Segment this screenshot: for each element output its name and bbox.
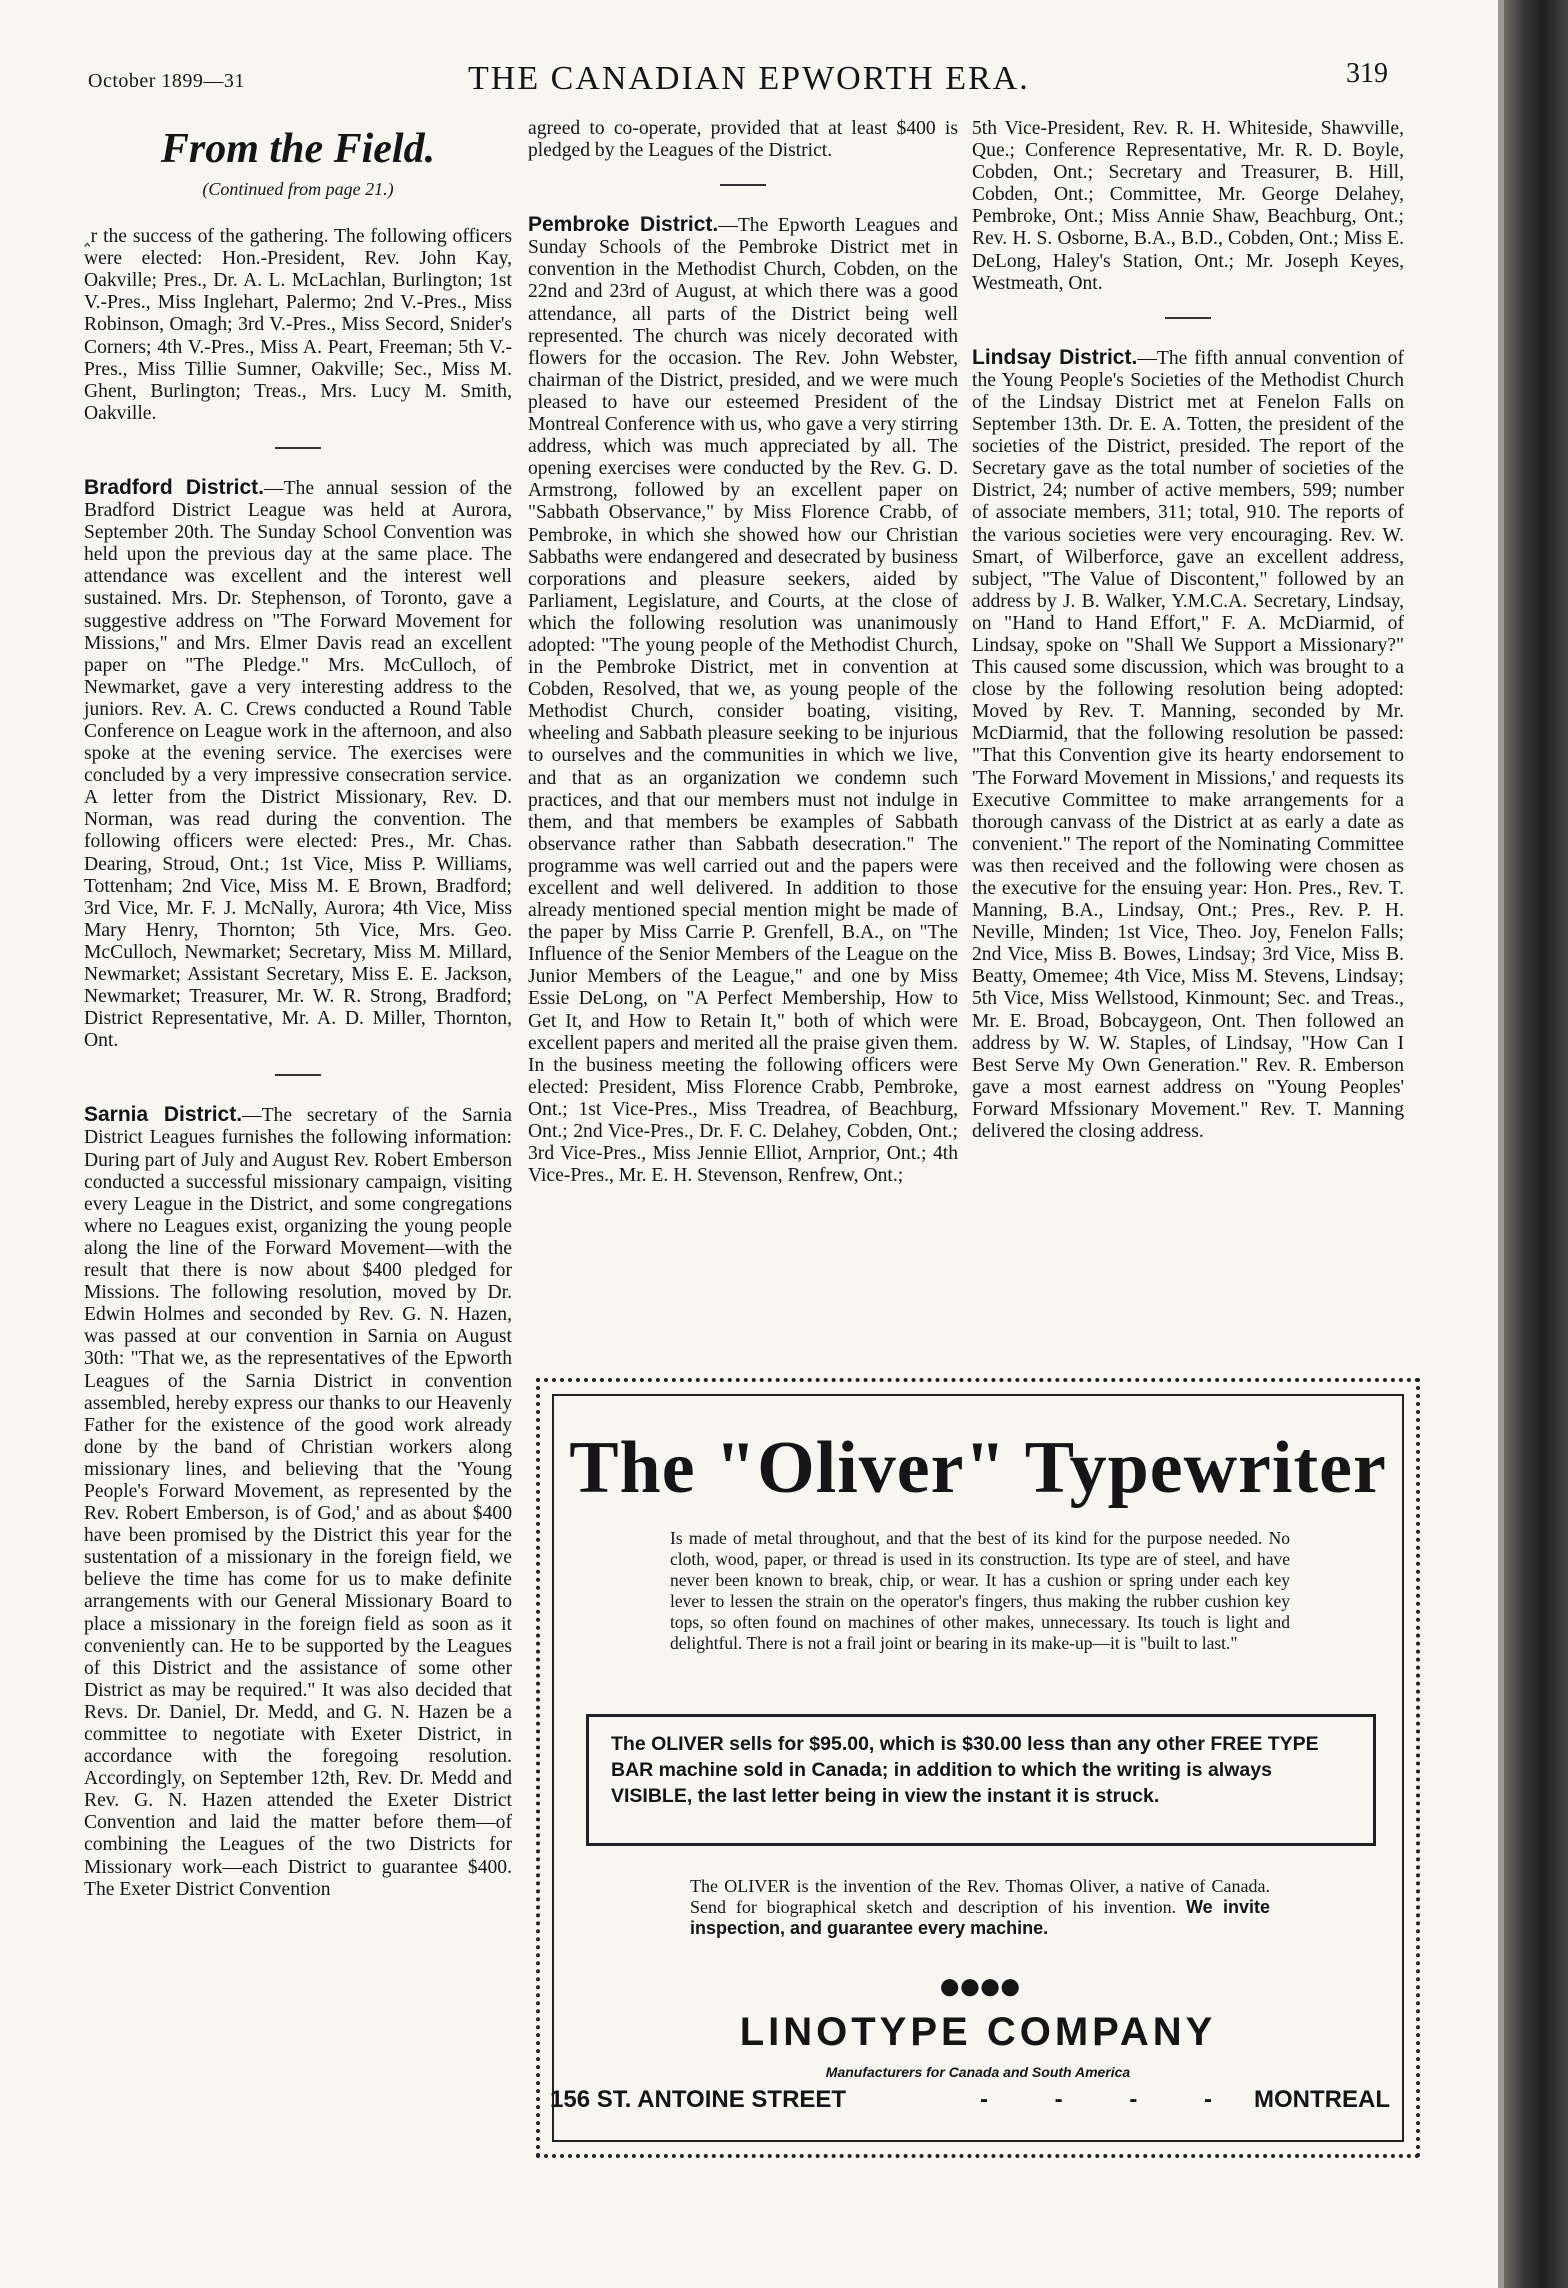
column-3 — [972, 118, 1404, 1348]
issue-date: October 1899—31 — [88, 70, 245, 92]
sarnia-heading: Sarnia District. — [84, 1103, 243, 1127]
ad-manufacturers-line: Manufacturers for Canada and South America — [825, 2064, 1131, 2080]
oliver-typewriter-advertisement — [536, 1378, 1420, 2158]
column-2 — [528, 118, 958, 1348]
ad-street: 156 ST. ANTOINE STREET — [550, 2086, 847, 2113]
sarnia-body: —The secretary of the Sarnia District Leagues furnishes the following information: During part of July and August Rev. Robert Emberson conducted a successful missionary campaign, visiting every League in the District, and some congregations where no Leagues exist, organizing the young people along the line of the Forward Movement—with the result that there is now about $400 pledged for Missions. The following resolution, moved by Dr. Edwin Holmes and seconded by Rev. G. N. Hazen, was passed at our convention in Sarnia on August 30th: "That we, as the representatives of the Epworth Leagues of the Sarnia District in convention assembled, hereby express our thanks to our Heavenly Father for the existence of the good work already done by the band of Christian workers along missionary lines, and believing that the 'Young People's Forward Movement, as represented by the Rev. Robert Emberson, is of God,' and as about $400 have been promised by the District this year for the sustentation of a missionary in the foreign field, we believe the time has come for us to make definite arrangements with our General Missionary Board to place a missionary in the foreign field as soon as it conveniently can. He to be supported by the Leagues of this District and the assistance of some other District as may be required." It was also decided that Revs. Dr. Daniel, Dr. Medd, and G. N. Hazen be a committee to negotiate with Exeter District, in accordance with the foregoing resolution. Accordingly, on September 12th, Rev. Dr. Medd and Rev. G. N. Hazen attended the Exeter District Convention and laid the matter before them—of combining the Leagues of the two Districts for Missionary work—each District to guarantee $400. The Exeter District Convention — [84, 1105, 512, 1900]
divider — [720, 184, 766, 186]
ad-note-text: The OLIVER is the invention of the Rev. Thomas Oliver, a native of Canada. Send for biographical sketch and description of his invention. — [690, 1876, 1270, 1917]
ad-note-bold: We invite inspection, and guarantee every machine. — [690, 1897, 1270, 1938]
ad-title: The "Oliver" Typewriter — [569, 1427, 1387, 1509]
publication-title: THE CANADIAN EPWORTH ERA. — [468, 60, 1030, 97]
lindsay-article — [972, 347, 1404, 1143]
continued-note: (Continued from page 21.) — [202, 179, 394, 199]
ad-price-box: The OLIVER sells for $95.00, which is $30.00 less than any other FREE TYPE BAR machine sold in Canada; in addition to which the writing is always VISIBLE, the last letter being in view the instant it is struck. — [586, 1714, 1376, 1846]
divider — [1165, 317, 1211, 319]
pembroke-heading: Pembroke District. — [528, 213, 719, 237]
ad-company-name: LINOTYPE COMPANY — [739, 2010, 1217, 2054]
bradford-heading: Bradford District. — [84, 475, 264, 499]
divider — [275, 1074, 321, 1076]
bradford-article — [84, 477, 512, 1052]
article-paragraph: 5th Vice-President, Rev. R. H. Whiteside, Shawville, Que.; Conference Representative, Mr. R. D. Boyle, Cobden, Ont.; Secretary and Treasurer, B. Hill, Cobden, Ont.; Committee, Mr. George Delahey, Pembroke, Ont.; Miss Annie Shaw, Beachburg, Ont.; Rev. H. S. Osborne, B.A., B.D., Cobden, Ont.; Miss E. DeLong, Haley's Station, Ont.; Mr. Joseph Keyes, Westmeath, Ont. — [972, 118, 1404, 294]
section-title: From the Field. — [160, 126, 436, 172]
page-header — [88, 52, 1388, 102]
pembroke-article — [528, 214, 958, 1187]
ad-invention-note — [690, 1876, 1270, 1939]
ad-city: MONTREAL — [1254, 2086, 1390, 2113]
article-paragraph: ‸r the success of the gathering. The following officers were elected: Hon.-President, Rev. John Kay, Oakville; Pres., Dr. A. L. McLachlan, Burlington; 1st V.-Pres., Miss Inglehart, Palermo; 2nd V.-Pres., Miss Robinson, Omagh; 3rd V.-Pres., Miss Secord, Snider's Corners; 4th V.-Pres., Miss A. Peart, Freeman; 5th V.-Pres., Miss Tillie Sumner, Oakville; Sec., Miss M. Ghent, Burlington; Treas., Mrs. Lucy M. Smith, Oakville. — [84, 226, 512, 424]
divider — [275, 447, 321, 449]
sarnia-article — [84, 1104, 512, 1900]
ornament-icon: ●●●● — [937, 1963, 1019, 2008]
ad-address-line — [550, 2086, 1390, 2114]
ad-dashes: - - - - — [980, 2086, 1242, 2113]
column-1 — [84, 118, 512, 2188]
book-binding-edge — [1504, 0, 1568, 2288]
page-number: 319 — [1346, 58, 1388, 89]
ad-description: Is made of metal throughout, and that the best of its kind for the purpose needed. No cloth, wood, paper, or thread is used in its construction. Its type are of steel, and have never been known to break, chip, or wear. It has a cushion or spring under each key lever to lessen the strain on the operator's fingers, thus making the rubber cushion key tops, so often found on machines of other makes, unnecessary. Its touch is light and delightful. There is not a frail joint or bearing in its make-up—it is "built to last." — [670, 1528, 1290, 1653]
lindsay-heading: Lindsay District. — [972, 345, 1138, 369]
pembroke-body: —The Epworth Leagues and Sunday Schools of the Pembroke District met in convention in the Methodist Church, Cobden, on the 22nd and 23rd of August, at which there was a good attendance, all parts of the District being well represented. The church was nicely decorated with flowers for the occasion. The Rev. John Webster, chairman of the District, presided, and we were much pleased to have our esteemed President of the Montreal Conference with us, who gave a very stirring address, which was much appreciated by all. The opening exercises were conducted by the Rev. G. D. Armstrong, followed by an excellent paper on "Sabbath Observance," by Miss Florence Crabb, of Pembroke, in which she showed how our Christian Sabbaths were endangered and desecrated by business corporations and pleasure seekers, aided by Parliament, Legislature, and Courts, at the close of which the following resolution was unanimously adopted: "The young people of the Methodist Church, in the Pembroke District, met in convention at Cobden, Resolved, that we, as young people of the Methodist Church, consider boating, visiting, wheeling and Sabbath pleasure seeking to be injurious to ourselves and the communities in which we live, and that as an organization we condemn such practices, and that our members must not indulge in them, and that members be examples of Sabbath observance rather than Sabbath desecration." The programme was well carried out and the papers were excellent and well delivered. In addition to those already mentioned special mention might be made of the paper by Miss Carrie P. Grenfell, B.A., on "The Influence of the Senior Members of the League on the Junior Members of the League," and one by Miss Essie DeLong, on "A Perfect Membership, How to Get It, and How to Retain It," both of which were excellent papers and merited all the praise given them. In the business meeting the following officers were elected: President, Miss Florence Crabb, Pembroke, Ont.; 1st Vice-Pres., Miss Treadrea, of Beachburg, Ont.; 2nd Vice-Pres., Dr. F. C. Delahey, Cobden, Ont.; 3rd Vice-Pres., Miss Jennie Elliot, Arnprior, Ont.; 4th Vice-Pres., Mr. E. H. Stevenson, Renfrew, Ont.; — [528, 215, 958, 1187]
lindsay-body: —The fifth annual convention of the Young People's Societies of the Methodist Church of the Lindsay District met at Fenelon Falls on September 13th. Dr. E. A. Totten, the president of the societies of the District, presided. The report of the Secretary gave as the total number of societies of the District, 24; number of active members, 599; number of associate members, 311; total, 910. The reports of the various societies were very encouraging. Rev. W. Smart, of Wilberforce, gave an excellent address, subject, "The Value of Discontent," followed by an address by J. B. Walker, Y.M.C.A. Secretary, Lindsay, on "Hand to Hand Effort," F. A. McDiarmid, of Lindsay, spoke on "Shall We Support a Missionary?" This caused some discussion, which was brought to a close by the following resolution being adopted: Moved by Rev. T. Manning, seconded by Mr. McDiarmid, that the following resolution be passed: "That this Convention give its hearty endorsement to 'The Forward Movement in Missions,' and requests its Executive Committee to make arrangements for a thorough canvass of the District at as early a date as convenient." The report of the Nominating Committee was then received and the following were chosen as the executive for the ensuing year: Hon. Pres., Rev. T. Manning, B.A., Lindsay, Ont.; Pres., Rev. P. H. Neville, Minden; 1st Vice, Theo. Joy, Fenelon Falls; 2nd Vice, Miss B. Bowes, Lindsay; 3rd Vice, Miss B. Beatty, Omemee; 4th Vice, Miss M. Stevens, Lindsay; 5th Vice, Miss Wellstood, Kinmount; Sec. and Treas., Mr. E. Broad, Bobcaygeon, Ont. Then followed an address by W. W. Staples, of Lindsay, "How Can I Best Serve My Own Generation." Rev. R. Emberson gave a most earnest address on "Young Peoples' Forward Mfssionary Movement." Rev. T. Manning delivered the closing address. — [972, 347, 1404, 1143]
article-paragraph: agreed to co-operate, provided that at least $400 is pledged by the Leagues of the District. — [528, 118, 958, 162]
bradford-body: —The annual session of the Bradford District League was held at Aurora, September 20th. The Sunday School Convention was held upon the previous day at the same place. The attendance was excellent and the interest well sustained. Mrs. Dr. Stephenson, of Toronto, gave a suggestive address on "The Forward Movement for Missions," and Mrs. Elmer Davis read an excellent paper on "The Pledge." Mrs. McCulloch, of Newmarket, gave a very interesting address to the juniors. Rev. A. C. Crews conducted a Round Table Conference on League work in the afternoon, and also spoke at the evening service. The exercises were concluded by a very impressive consecration service. A letter from the District Missionary, Rev. D. Norman, was read during the convention. The following officers were elected: Pres., Mr. Chas. Dearing, Stroud, Ont.; 1st Vice, Miss P. Williams, Tottenham; 2nd Vice, Miss M. E Brown, Bradford; 3rd Vice, Mr. F. J. McNally, Aurora; 4th Vice, Miss Mary Henry, Thornton; 5th Vice, Mrs. Geo. McCulloch, Newmarket; Secretary, Miss M. Millard, Newmarket; Assistant Secretary, Miss E. E. Jackson, Newmarket; Treasurer, Mr. W. R. Strong, Bradford; District Representative, Mr. A. D. Miller, Thornton, Ont. — [84, 477, 512, 1052]
